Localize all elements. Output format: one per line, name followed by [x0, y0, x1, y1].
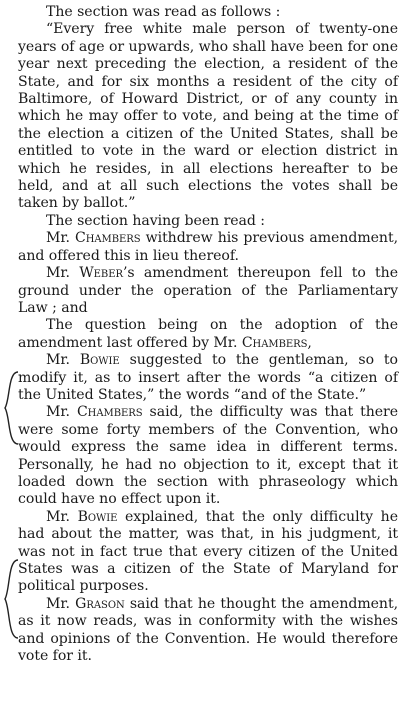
- prefix: Mr.: [46, 404, 77, 421]
- paragraph-chambers-withdrew: [18, 230, 398, 265]
- paragraph-chambers-said: [18, 404, 398, 508]
- article-text: [18, 4, 398, 665]
- speaker-name: Chambers: [76, 404, 143, 421]
- paragraph-question: [18, 317, 398, 352]
- section-read-line: The section having been read :: [46, 212, 265, 229]
- paragraph-grason-said: [18, 596, 398, 666]
- speaker-name: Chambers: [74, 230, 141, 247]
- quoted-section: “Every free white male person of twenty-one years of age or upwards, who shall have been for one year next preceding the election, a resident of the State, and for six months a resident of the city of Baltimore, of Howard District, or of any county in which he may offer to vote, and being at the time of the election a citizen of the United States, shall be entitled to vote in the ward or election district in which he resides, in all elections hereafter to be held, and at all such elections the votes shall be taken by ballot.”: [18, 21, 398, 212]
- paragraph-text: The question being on the adoption of the amendment last offered by Mr.: [18, 317, 398, 351]
- paragraph-bowie-explained: [18, 509, 398, 596]
- paragraph-text: ’s amendment thereupon fell to the ground under the operation of the Parliamentary Law ; and: [18, 265, 398, 316]
- paragraph-text: said, the difficulty was that there were some forty members of the Convention, who would express the same idea in different terms. Personally, he had no objection to it, except that it loaded down the section with phraseology which could have no effect upon it.: [18, 404, 398, 508]
- prefix: Mr.: [46, 265, 80, 282]
- paragraph-punct: ,: [307, 334, 312, 351]
- prefix: Mr.: [46, 352, 80, 369]
- paragraph-text: said that he thought the amendment, as it now reads, was in conformity with the wishes and opinions of the Convention. He would therefore vote for it.: [18, 595, 399, 665]
- speaker-name: Weber: [79, 265, 123, 282]
- paragraph-bowie-suggested: [18, 352, 398, 404]
- speaker-name: Grason: [75, 595, 125, 612]
- paragraph-text: explained, that the only difficulty he had about the matter, was that, in his judgment, it was not in fact true that every citizen of the United States was a citizen of the State of Maryland for political purposes.: [18, 508, 398, 595]
- prefix: Mr.: [46, 230, 75, 247]
- prefix: Mr.: [46, 595, 76, 612]
- prefix: Mr.: [46, 508, 78, 525]
- paragraph-text: withdrew his previous amendment, and offered this in lieu thereof.: [18, 230, 398, 264]
- paragraph-text: suggested to the gentleman, so to modify it, as to insert after the words “a citizen of the United States,” the words “and of the State.”: [18, 352, 398, 403]
- speaker-name: Bowie: [79, 352, 120, 369]
- speaker-name: Bowie: [77, 508, 118, 525]
- paragraph-weber-amendment: [18, 265, 398, 317]
- speaker-name: Chambers: [241, 334, 308, 351]
- intro-line: The section was read as follows :: [46, 4, 281, 20]
